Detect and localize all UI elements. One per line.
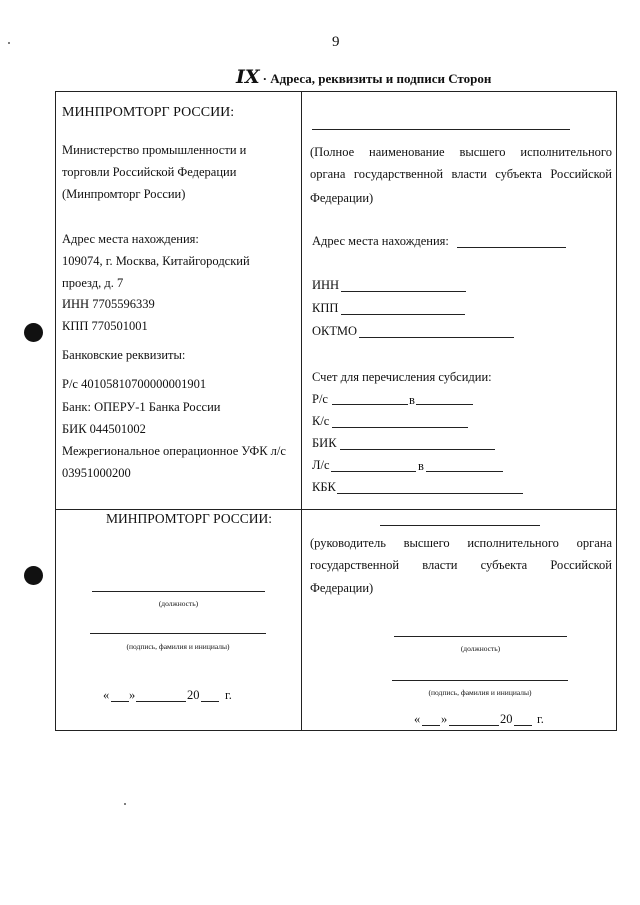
recipient-ls-line — [331, 471, 416, 472]
recipient-rs-bank-line — [416, 404, 473, 405]
ministry-full-name-line1: Министерство промышленности и — [62, 143, 247, 157]
recipient-bik-line — [340, 449, 495, 450]
ministry-address-line1: 109074, г. Москва, Китайгородский — [62, 254, 250, 268]
ministry-date-month-line — [136, 701, 186, 702]
recipient-head-caption-line2: государственной власти субъекта Российской — [310, 558, 612, 572]
recipient-ks-label: К/с — [312, 414, 330, 428]
ministry-date-close-quote: » — [129, 688, 136, 702]
ministry-sign-title: МИНПРОМТОРГ РОССИИ: — [106, 511, 273, 526]
recipient-oktmo-line — [359, 337, 514, 338]
ministry-bank: Банк: ОПЕРУ-1 Банка России — [62, 400, 221, 414]
recipient-oktmo-label: ОКТМО — [312, 324, 357, 338]
recipient-bik-label: БИК — [312, 436, 337, 450]
recipient-name-line — [312, 129, 570, 130]
ministry-title: МИНПРОМТОРГ РОССИИ: — [62, 105, 235, 120]
recipient-name-caption-line1: (Полное наименование высшего исполнительного — [310, 145, 612, 159]
recipient-rs-in-label: в — [409, 393, 415, 407]
recipient-date-year-line — [514, 725, 532, 726]
subsidy-account-label: Счет для перечисления субсидии: — [312, 370, 492, 384]
ministry-kpp: КПП 770501001 — [62, 319, 148, 333]
recipient-rs-line — [332, 404, 408, 405]
recipient-head-caption-line3: Федерации) — [310, 581, 374, 595]
ministry-date-open-quote: « — [103, 688, 110, 702]
recipient-ks-line — [332, 427, 468, 428]
recipient-address-label: Адрес места нахождения: — [312, 234, 449, 248]
binder-hole-mark — [24, 323, 43, 342]
ministry-ufk-line2: 03951000200 — [62, 466, 131, 480]
recipient-inn-line — [341, 291, 466, 292]
ministry-inn: ИНН 7705596339 — [62, 297, 155, 311]
ministry-signature-caption: (подпись, фамилия и инициалы) — [126, 642, 230, 651]
ministry-signature-line — [90, 633, 266, 634]
recipient-head-line — [380, 525, 540, 526]
recipient-date-day-line — [422, 725, 440, 726]
bank-requisites-label: Банковские реквизиты: — [62, 348, 186, 362]
recipient-date-month-line — [449, 725, 499, 726]
recipient-kbk-line — [337, 493, 523, 494]
ministry-position-line — [92, 591, 265, 592]
page-number: 9 — [332, 34, 340, 50]
recipient-date-year-prefix: 20 — [500, 712, 513, 726]
binder-hole-mark — [24, 566, 43, 585]
recipient-inn-label: ИНН — [312, 278, 340, 292]
recipient-name-caption-line2: органа государственной власти субъекта Российской — [310, 167, 612, 181]
section-heading — [236, 66, 491, 88]
ministry-position-caption: (должность) — [158, 599, 199, 608]
recipient-position-caption: (должность) — [460, 644, 501, 653]
scan-speck — [8, 42, 10, 44]
recipient-head-caption-line1: (руководитель высшего исполнительного органа — [310, 536, 612, 550]
ministry-address-label: Адрес места нахождения: — [62, 232, 199, 246]
scan-speck — [124, 803, 126, 805]
ministry-ufk-line1: Межрегиональное операционное УФК л/с — [62, 444, 286, 458]
table-row-divider — [55, 509, 617, 510]
ministry-address-line2: проезд, д. 7 — [62, 276, 124, 290]
recipient-kpp-label: КПП — [312, 301, 339, 315]
recipient-kbk-label: КБК — [312, 480, 336, 494]
recipient-date-year-suffix: г. — [537, 712, 544, 726]
ministry-account: Р/с 40105810700000001901 — [62, 377, 207, 391]
ministry-bik: БИК 044501002 — [62, 422, 146, 436]
table-column-divider — [301, 91, 302, 731]
ministry-date-day-line — [111, 701, 129, 702]
recipient-signature-line — [392, 680, 568, 681]
ministry-full-name-line2: торговли Российской Федерации — [62, 165, 237, 179]
recipient-position-line — [394, 636, 567, 637]
recipient-rs-label: Р/с — [312, 392, 328, 406]
recipient-signature-caption: (подпись, фамилия и инициалы) — [428, 688, 532, 697]
recipient-ls-bank-line — [426, 471, 503, 472]
section-roman-numeral: IX — [236, 66, 260, 88]
section-title: · Адреса, реквизиты и подписи Сторон — [262, 71, 492, 86]
ministry-date-year-line — [201, 701, 219, 702]
recipient-ls-label: Л/с — [312, 458, 330, 472]
ministry-date-year-suffix: г. — [225, 688, 232, 702]
recipient-name-caption-line3: Федерации) — [310, 191, 374, 205]
ministry-date-year-prefix: 20 — [187, 688, 200, 702]
recipient-date-open-quote: « — [414, 712, 421, 726]
ministry-short-name: (Минпромторг России) — [62, 187, 186, 201]
recipient-kpp-line — [341, 314, 465, 315]
recipient-address-line — [457, 247, 566, 248]
recipient-ls-in-label: в — [418, 459, 424, 473]
recipient-date-close-quote: » — [441, 712, 448, 726]
